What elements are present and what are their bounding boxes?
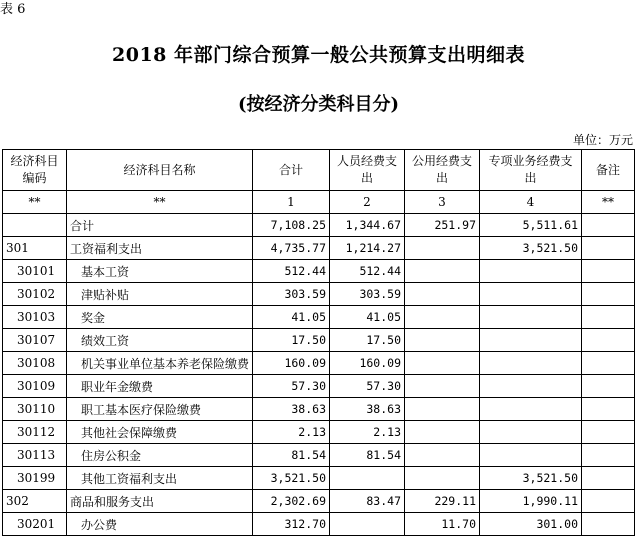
special-cell: 301.00 xyxy=(480,513,582,536)
total-cell: 312.70 xyxy=(253,513,330,536)
name-cell: 津贴补贴 xyxy=(67,283,253,306)
name-cell: 其他工资福利支出 xyxy=(67,467,253,490)
personnel-cell: 160.09 xyxy=(330,352,405,375)
special-cell: 5,511.61 xyxy=(480,214,582,237)
public-cell xyxy=(405,352,480,375)
remark-cell xyxy=(582,283,635,306)
personnel-cell: 83.47 xyxy=(330,490,405,513)
column-index-cell: 3 xyxy=(405,191,480,214)
remark-cell xyxy=(582,306,635,329)
column-index-cell: ** xyxy=(3,191,67,214)
name-cell: 职业年金缴费 xyxy=(67,375,253,398)
total-cell: 17.50 xyxy=(253,329,330,352)
code-cell: 30108 xyxy=(3,352,67,375)
public-cell xyxy=(405,467,480,490)
personnel-cell xyxy=(330,467,405,490)
column-index-cell: ** xyxy=(582,191,635,214)
personnel-cell xyxy=(330,513,405,536)
name-cell: 绩效工资 xyxy=(67,329,253,352)
code-cell: 30102 xyxy=(3,283,67,306)
remark-cell xyxy=(582,260,635,283)
column-header-name: 经济科目名称 xyxy=(67,150,253,191)
table-row xyxy=(3,513,635,536)
column-header-remark: 备注 xyxy=(582,150,635,191)
name-cell: 办公费 xyxy=(67,513,253,536)
code-cell: 30103 xyxy=(3,306,67,329)
document-title: 2018 年部门综合预算一般公共预算支出明细表 xyxy=(112,44,525,66)
total-cell: 38.63 xyxy=(253,398,330,421)
code-cell: 301 xyxy=(3,237,67,260)
total-cell: 160.09 xyxy=(253,352,330,375)
code-cell: 30113 xyxy=(3,444,67,467)
public-cell xyxy=(405,283,480,306)
total-cell: 41.05 xyxy=(253,306,330,329)
public-cell xyxy=(405,444,480,467)
name-cell: 住房公积金 xyxy=(67,444,253,467)
special-cell xyxy=(480,421,582,444)
table-row xyxy=(3,352,635,375)
special-cell xyxy=(480,329,582,352)
public-cell xyxy=(405,329,480,352)
public-cell xyxy=(405,398,480,421)
remark-cell xyxy=(582,375,635,398)
name-cell: 商品和服务支出 xyxy=(67,490,253,513)
name-cell: 工资福利支出 xyxy=(67,237,253,260)
personnel-cell: 38.63 xyxy=(330,398,405,421)
table-row xyxy=(3,237,635,260)
column-header-special: 专项业务经费支出 xyxy=(480,150,582,191)
personnel-cell: 303.59 xyxy=(330,283,405,306)
special-cell xyxy=(480,306,582,329)
code-cell: 30112 xyxy=(3,421,67,444)
personnel-cell: 1,344.67 xyxy=(330,214,405,237)
code-cell: 30201 xyxy=(3,513,67,536)
public-cell: 11.70 xyxy=(405,513,480,536)
table-row xyxy=(3,283,635,306)
total-cell: 7,108.25 xyxy=(253,214,330,237)
code-cell: 30110 xyxy=(3,398,67,421)
column-index-cell: 1 xyxy=(253,191,330,214)
remark-cell xyxy=(582,513,635,536)
code-cell xyxy=(3,214,67,237)
remark-cell xyxy=(582,214,635,237)
special-cell xyxy=(480,375,582,398)
code-cell: 30109 xyxy=(3,375,67,398)
special-cell: 1,990.11 xyxy=(480,490,582,513)
personnel-cell: 81.54 xyxy=(330,444,405,467)
public-cell xyxy=(405,306,480,329)
public-cell xyxy=(405,375,480,398)
total-cell: 2.13 xyxy=(253,421,330,444)
special-cell xyxy=(480,260,582,283)
code-cell: 30107 xyxy=(3,329,67,352)
public-cell xyxy=(405,421,480,444)
special-cell xyxy=(480,398,582,421)
table-row xyxy=(3,329,635,352)
name-cell: 职工基本医疗保险缴费 xyxy=(67,398,253,421)
column-header-code: 经济科目编码 xyxy=(3,150,67,191)
remark-cell xyxy=(582,421,635,444)
table-row xyxy=(3,421,635,444)
personnel-cell: 512.44 xyxy=(330,260,405,283)
special-cell: 3,521.50 xyxy=(480,237,582,260)
total-cell: 303.59 xyxy=(253,283,330,306)
table-row xyxy=(3,260,635,283)
column-index-cell: 4 xyxy=(480,191,582,214)
budget-detail-table xyxy=(2,149,635,536)
remark-cell xyxy=(582,329,635,352)
code-cell: 302 xyxy=(3,490,67,513)
remark-cell xyxy=(582,352,635,375)
table-row xyxy=(3,398,635,421)
name-cell: 奖金 xyxy=(67,306,253,329)
total-cell: 3,521.50 xyxy=(253,467,330,490)
unit-label: 单位：万元 xyxy=(572,133,633,147)
table-header-row xyxy=(3,150,635,191)
personnel-cell: 17.50 xyxy=(330,329,405,352)
column-header-total: 合计 xyxy=(253,150,330,191)
code-cell: 30101 xyxy=(3,260,67,283)
total-cell: 4,735.77 xyxy=(253,237,330,260)
column-header-personnel: 人员经费支出 xyxy=(330,150,405,191)
table-row xyxy=(3,214,635,237)
table-number-label: 表 6 xyxy=(0,2,26,17)
total-cell: 2,302.69 xyxy=(253,490,330,513)
table-row xyxy=(3,490,635,513)
personnel-cell: 2.13 xyxy=(330,421,405,444)
table-row xyxy=(3,444,635,467)
column-index-row xyxy=(3,191,635,214)
public-cell xyxy=(405,237,480,260)
total-cell: 512.44 xyxy=(253,260,330,283)
public-cell: 251.97 xyxy=(405,214,480,237)
special-cell xyxy=(480,444,582,467)
code-cell: 30199 xyxy=(3,467,67,490)
table-row xyxy=(3,467,635,490)
name-cell: 其他社会保障缴费 xyxy=(67,421,253,444)
column-index-cell: ** xyxy=(67,191,253,214)
public-cell xyxy=(405,260,480,283)
document-subtitle: (按经济分类科目分) xyxy=(237,94,400,115)
remark-cell xyxy=(582,398,635,421)
remark-cell xyxy=(582,490,635,513)
public-cell: 229.11 xyxy=(405,490,480,513)
personnel-cell: 1,214.27 xyxy=(330,237,405,260)
remark-cell xyxy=(582,444,635,467)
name-cell: 合计 xyxy=(67,214,253,237)
total-cell: 57.30 xyxy=(253,375,330,398)
name-cell: 基本工资 xyxy=(67,260,253,283)
name-cell: 机关事业单位基本养老保险缴费 xyxy=(67,352,253,375)
remark-cell xyxy=(582,237,635,260)
column-index-cell: 2 xyxy=(330,191,405,214)
total-cell: 81.54 xyxy=(253,444,330,467)
table-row xyxy=(3,306,635,329)
personnel-cell: 57.30 xyxy=(330,375,405,398)
remark-cell xyxy=(582,467,635,490)
column-header-public: 公用经费支出 xyxy=(405,150,480,191)
personnel-cell: 41.05 xyxy=(330,306,405,329)
special-cell xyxy=(480,352,582,375)
table-row xyxy=(3,375,635,398)
special-cell xyxy=(480,283,582,306)
special-cell: 3,521.50 xyxy=(480,467,582,490)
